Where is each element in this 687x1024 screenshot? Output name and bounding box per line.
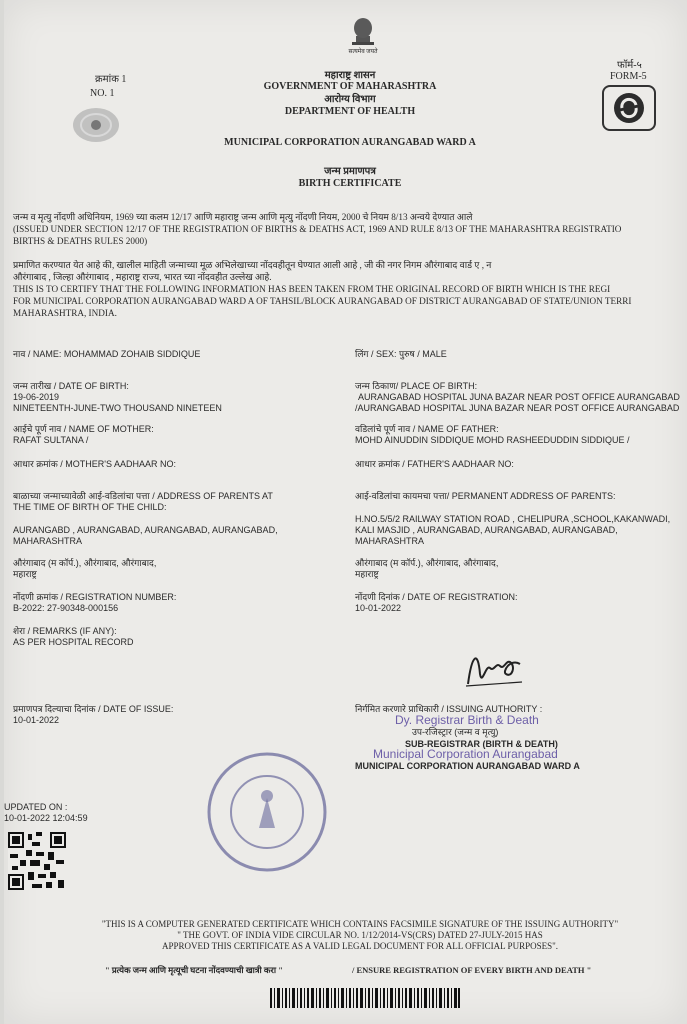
qr-code <box>8 832 66 890</box>
dept-title: DEPARTMENT OF HEALTH <box>284 106 416 117</box>
registration-number-value: B-2022: 27-90348-000156 <box>13 603 119 613</box>
footer-note-3: APPROVED THIS CERTIFICATE AS A VALID LEGAL DOCUMENT FOR ALL OFFICIAL PURPOSES". <box>161 941 559 951</box>
address-birth-marathi-1: औरंगाबाद (म कॉर्प.), औरंगाबाद, औरंगाबाद, <box>13 558 157 568</box>
registration-date-value: 10-01-2022 <box>355 603 402 613</box>
father-aadhaar: आधार क्रमांक / FATHER'S AADHAAR NO: <box>355 459 514 469</box>
address-birth-value-2: MAHARASHTRA <box>13 536 83 546</box>
address-birth-label-1: बाळाच्या जन्माच्यावेळी आई-वडिलांचा पत्ता / ADDRESS OF PARENTS AT <box>13 491 273 501</box>
preamble-line-1: (ISSUED UNDER SECTION 12/17 OF THE REGISTRATION OF BIRTHS & DEATHS ACT, 1969 AND RULE 8/13 OF THE MAHARASHTRA REGISTRATIO <box>13 224 622 234</box>
dob-words: NINETEENTH-JUNE-TWO THOUSAND NINETEEN <box>13 403 222 413</box>
certificate-title-marathi: जन्म प्रमाणपत्र <box>324 166 376 177</box>
stamp-municipal: Municipal Corporation Aurangabad <box>373 747 558 761</box>
address-birth-marathi-2: महाराष्ट्र <box>13 569 37 579</box>
health-logo-icon <box>602 85 656 131</box>
pob-value-2: /AURANGABAD HOSPITAL JUNA BAZAR NEAR POST OFFICE AURANGABAD <box>355 403 680 413</box>
father-label: वडिलांचे पूर्ण नाव / NAME OF FATHER: <box>355 424 499 434</box>
certify-line-1: THIS IS TO CERTIFY THAT THE FOLLOWING INFORMATION HAS BEEN TAKEN FROM THE ORIGINAL RECORD OF BIRTH WHICH IS THE REGI <box>13 284 611 294</box>
remarks-value: AS PER HOSPITAL RECORD <box>13 637 134 647</box>
address-perm-value-1: H.NO.5/5/2 RAILWAY STATION ROAD , CHELIPURA ,SCHOOL,KAKANWADI, <box>355 514 671 524</box>
address-perm-marathi-1: औरंगाबाद (म कॉर्प.), औरंगाबाद, औरंगाबाद, <box>355 558 499 568</box>
registration-number-label: नोंदणी क्रमांक / REGISTRATION NUMBER: <box>13 592 177 602</box>
form-number: FORM-5 <box>610 71 647 82</box>
kramank: NO. 1 <box>90 88 115 99</box>
certify-line-3: MAHARASHTRA, INDIA. <box>13 308 117 318</box>
issue-date-label: प्रमाणपत्र दिल्याचा दिनांक / DATE OF ISSUE: <box>13 704 174 714</box>
mother-label: आईचे पूर्ण नाव / NAME OF MOTHER: <box>13 424 154 434</box>
footer-note-2: " THE GOVT. OF INDIA VIDE CIRCULAR NO. 1/12/2014-VS(CRS) DATED 27-JULY-2015 HAS <box>177 930 543 940</box>
issue-date-value: 10-01-2022 <box>13 715 60 725</box>
updated-label: UPDATED ON : <box>4 802 68 812</box>
remarks-label: शेरा / REMARKS (IF ANY): <box>13 626 117 636</box>
slogan-marathi: " प्रत्येक जन्म आणि मृत्यूची घटना नोंदवण्याची खात्री करा " <box>105 965 283 975</box>
pob-label: जन्म ठिकाण/ PLACE OF BIRTH: <box>355 381 478 391</box>
certify-marathi-1: प्रमाणित करण्यात येत आहे की, खालील माहिती जन्माच्या मूळ अभिलेखाच्या नोंदवहीतून घेण्यात आली आहे , जी की नगर निगम औरंगाबाद वार्ड ए , न <box>13 260 492 270</box>
preamble-marathi: जन्म व मृत्यु नोंदणी अधिनियम, 1969 च्या कलम 12/17 आणि महाराष्ट्र जन्म आणि मृत्यु नोंदणी नियम, 2000 चे नियम 8/13 अन्वये देण्यात आले <box>13 212 473 222</box>
address-perm-value-3: MAHARASHTRA <box>355 536 425 546</box>
authority-corporation: MUNICIPAL CORPORATION AURANGABAD WARD A <box>355 761 580 771</box>
certify-line-2: FOR MUNICIPAL CORPORATION AURANGABAD WARD A OF TAHSIL/BLOCK AURANGABAD OF DISTRICT AURANGABAD OF STATE/UNION TERRI <box>13 296 632 306</box>
address-birth-label-2: THE TIME OF BIRTH OF THE CHILD: <box>13 502 167 512</box>
municipal-seal-icon <box>205 750 330 875</box>
dob-label: जन्म तारीख / DATE OF BIRTH: <box>13 381 129 391</box>
authority-label: निर्गमित करणारे प्राधिकारी / ISSUING AUTHORITY : <box>355 704 543 714</box>
emblem-caption: सत्यमेव जयते <box>348 49 378 55</box>
slogan: / ENSURE REGISTRATION OF EVERY BIRTH AND DEATH " <box>352 965 592 975</box>
child-name: नाव / NAME: MOHAMMAD ZOHAIB SIDDIQUE <box>13 349 201 359</box>
form-number-marathi: फॉर्म-५ <box>617 60 642 71</box>
dob-value: 19-06-2019 <box>13 392 60 402</box>
seal-icon <box>72 106 120 144</box>
child-sex: लिंग / SEX: पुरुष / MALE <box>355 349 447 359</box>
pob-value-1: AURANGABAD HOSPITAL JUNA BAZAR NEAR POST OFFICE AURANGABAD <box>358 392 680 402</box>
certify-marathi-2: औरंगाबाद , जिल्हा औरंगाबाद , महाराष्ट्र राज्य, भारत च्या नोंदवहीत उल्लेख आहे. <box>13 272 272 282</box>
mother-aadhaar: आधार क्रमांक / MOTHER'S AADHAAR NO: <box>13 459 177 469</box>
gov-marathi: महाराष्ट्र शासन <box>324 70 376 81</box>
preamble-line-2: BIRTHS & DEATHS RULES 2000) <box>13 236 148 246</box>
signature <box>462 644 526 692</box>
sub-registrar: SUB-REGISTRAR (BIRTH & DEATH) <box>405 739 558 749</box>
gov-title: GOVERNMENT OF MAHARASHTRA <box>263 81 437 92</box>
stamp-marathi: उप-रजिस्ट्रार (जन्म व मृत्यु) <box>412 727 499 737</box>
barcode <box>270 988 460 1008</box>
stamp-dy-registrar: Dy. Registrar Birth & Death <box>395 713 539 727</box>
updated-value: 10-01-2022 12:04:59 <box>4 813 88 823</box>
registration-date-label: नोंदणी दिनांक / DATE OF REGISTRATION: <box>355 592 518 602</box>
address-perm-value-2: KALI MASJID , AURANGABAD, AURANGABAD, AURANGABAD, <box>355 525 618 535</box>
corporation-title: MUNICIPAL CORPORATION AURANGABAD WARD A <box>224 137 476 148</box>
certificate-title: BIRTH CERTIFICATE <box>298 178 402 189</box>
footer-note-1: "THIS IS A COMPUTER GENERATED CERTIFICATE WHICH CONTAINS FACSIMILE SIGNATURE OF THE ISSUING AUTHORITY" <box>101 919 619 929</box>
kramank-marathi: क्रमांक 1 <box>95 74 127 85</box>
address-perm-marathi-2: महाराष्ट्र <box>355 569 379 579</box>
address-birth-value-1: AURANGABD , AURANGABAD, AURANGABAD, AURANGABAD, <box>13 525 278 535</box>
address-perm-label: आई-वडिलांचा कायमचा पत्ता/ PERMANENT ADDRESS OF PARENTS: <box>355 491 616 501</box>
mother-value: RAFAT SULTANA / <box>13 435 89 445</box>
dept-marathi: आरोग्य विभाग <box>324 94 376 105</box>
father-value: MOHD AINUDDIN SIDDIQUE MOHD RASHEEDUDDIN SIDDIQUE / <box>355 435 630 445</box>
